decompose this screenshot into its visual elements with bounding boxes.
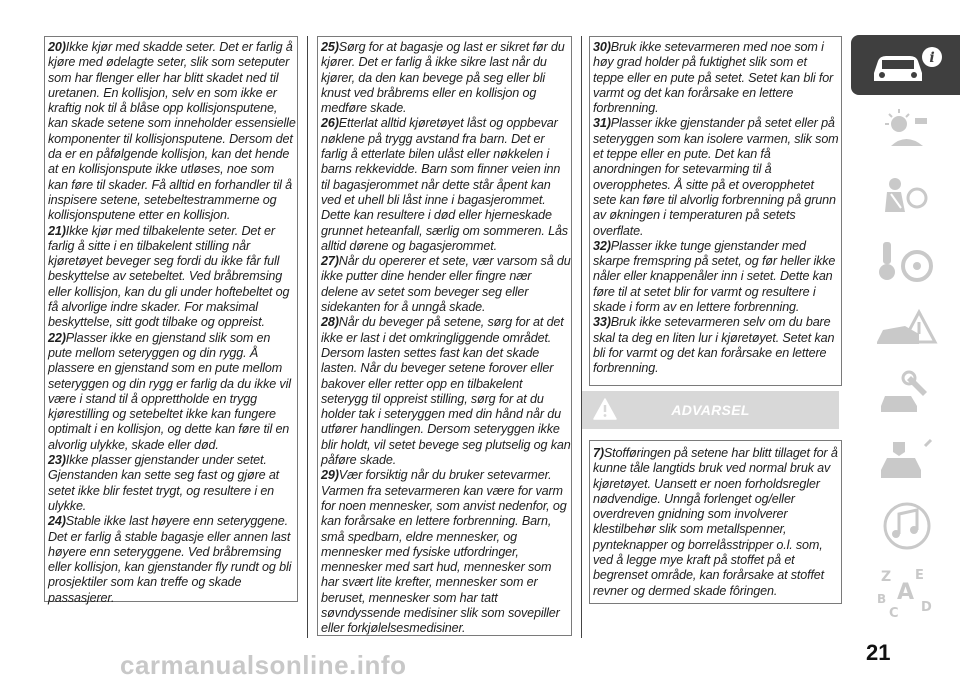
tile-wrench-car[interactable] (851, 365, 960, 425)
seat-airbag-icon (871, 172, 941, 222)
tile-multimedia[interactable] (851, 497, 960, 557)
note-text: Vær forsiktig når du bruker setevarmer. Varmen fra setevarmeren kan være for varm for noen mennesker, som anvist nedenfor, og kan forårsake en lettere forbrenning. Barn, små spedbarn, eldre mennesker, og mennesker med fysiske utfordringer, mennesker med sart hud, mennesker som har svært lite krefter, mennesker som er beruset, mennesker som har tatt søvndyssende medisiner slik som sovepiller eller forkjølelsesmedisiner. (321, 468, 567, 636)
column-2-text (321, 40, 571, 637)
page-number: 21 (866, 640, 891, 665)
note-paragraph (48, 453, 296, 514)
note-text: Ikke kjør med skadde seter. Det er farlig å kjøre med ødelagte seter, slik som seteputer som har flenger eller har blitt skadet ned til uretanen. En kollisjon, selv en som ikke er kraftig nok til å blåse opp kollisjonsputene, kan skade setene som inneholder essensielle komponenter til kollisjonsputene. Dersom det da er en påfølgende kollisjon, kan det hende at en kollisjonspute ikke utløses, noe som kan føre til skader. Få alltid en forhandler til å inspisere setene, setebeltestrammerne og kollisjonsputene etter en kollisjon. (48, 40, 296, 223)
note-number: 7) (593, 446, 604, 460)
note-number: 32) (593, 238, 611, 253)
note-text: Ikke kjør med tilbakelente seter. Det er farlig å sitte i en tilbakelent stilling når kjøretøyet beveger seg fordi du ikke får full beskyttelse av setebeltet. Ved bråbremsing eller kollisjon, kan du gli under hoftebeltet og få alvorlige indre skader. For maksimal beskyttelse, sitt godt tilbake og oppreist. (48, 223, 290, 330)
note-paragraph (48, 331, 296, 453)
tile-dashboard-lights[interactable] (851, 101, 960, 161)
tile-car-info[interactable] (851, 35, 960, 95)
note-text: Stable ikke last høyere enn seteryggene. Det er farlig å stable bagasje eller annen last høyere enn seteryggene. Ved bråbremsing eller kollisjon, kan gjenstander fly rundt og bli prosjektiler som kan treffe og skade passasjerer. (48, 514, 292, 605)
divider-line-1 (307, 36, 308, 638)
dashboard-lights-icon (871, 106, 941, 156)
note-text: Bruk ikke setevarmeren selv om du bare skal ta deg en liten lur i kjøretøyet. Setet kan bli for varmt og det kan forårsake en lettere forbrenning. (593, 315, 835, 376)
note-number: 21) (48, 223, 66, 238)
warning-header (582, 391, 839, 429)
svg-text:D: D (920, 600, 932, 615)
note-paragraph (593, 446, 840, 599)
wrench-car-icon (871, 370, 941, 420)
note-paragraph (321, 315, 571, 468)
svg-text:Z: Z (880, 569, 891, 585)
column-1-text (48, 40, 296, 606)
note-number: 33) (593, 315, 611, 330)
note-number: 23) (48, 453, 66, 468)
note-paragraph (593, 116, 840, 238)
alphabet-index-icon (871, 565, 941, 621)
note-text: Stofføringen på setene har blitt tillaget for å kunne tåle langtids bruk ved normal bruk av kjøretøyet. Uansett er noen forholdsregler nødvendige. Unngå forlenget og/eller overdreven gnidning som involverer klestilbehør slik som metallspenner, pynteknapper og borrelåsstripper o.l. som, ved å legge mye kraft på stoffet på et begrenset område, kan forårsake at stoffet revner og dermed skade fôringen. (593, 446, 838, 598)
note-number: 24) (48, 514, 66, 529)
tile-data-car[interactable] (851, 431, 960, 491)
svg-text:i: i (928, 50, 935, 66)
note-text: Plasser ikke gjenstander på setet eller på seteryggen som kan isolere varmen, slik som et teppe eller en pute. Det kan få anordningen for setevarming til å overopphetes. Å sitte på et overopphetet sete kan føre til alvorlig forbrenning på grunn av økningen i temperaturen på setets overflate. (593, 116, 839, 238)
svg-text:C: C (888, 606, 899, 621)
note-paragraph (48, 40, 296, 224)
multimedia-icon (871, 500, 941, 554)
note-text: Når du opererer et sete, vær varsom så du ikke putter dine hender eller fingre nær delene av setet som beveger seg eller sidekanten for å unngå skade. (321, 254, 571, 315)
key-steering-icon (871, 236, 941, 290)
data-car-icon (871, 436, 941, 486)
car-info-icon (866, 43, 946, 87)
svg-text:E: E (914, 568, 924, 583)
note-number: 20) (48, 40, 66, 54)
note-text: Sørg for at bagasje og last er sikret før du kjører. Det er farlig å ikke sikre last når du kjører, da den kan bevege på seg eller bli knust ved bråbrems eller en kollisjon og medføre skade. (321, 40, 565, 116)
note-paragraph (593, 239, 840, 315)
note-text: Bruk ikke setevarmeren med noe som i høy grad holder på fuktighet slik som et teppe eller en pute på setet. Setet kan bli for varmt og det kan forårsake en lettere forbrenning. (593, 40, 834, 116)
warning-triangle-car-icon (871, 304, 941, 354)
column-3-text (593, 40, 840, 377)
note-paragraph (321, 40, 571, 116)
svg-text:B: B (876, 592, 886, 606)
note-text: Etterlat alltid kjøretøyet låst og oppbevar nøklene på trygg avstand fra barn. Det er farlig å etterlate bilen ulåst eller nøkkelen i barns rekkevidde. Barn som finner veien inn til bagasjerommet når dette står åpent kan ved et uhell bli låst inne i bagasjerommet. Dette kan resultere i død eller hjerneskade grunnet heteanfall, særlig om sommeren. Lås alltid dørene og bagasjerommet. (321, 116, 568, 253)
note-number: 25) (321, 40, 339, 54)
note-number: 22) (48, 330, 66, 345)
tile-warning-car[interactable] (851, 299, 960, 359)
tile-key-steering[interactable] (851, 233, 960, 293)
tile-seat-airbag[interactable] (851, 167, 960, 227)
note-number: 26) (321, 116, 339, 131)
note-number: 28) (321, 315, 339, 330)
warning-text (593, 446, 840, 599)
watermark: carmanualsonline.info (120, 650, 407, 680)
note-text: Når du beveger på setene, sørg for at det ikke er last i det omkringliggende området. Dersom lasten settes fast kan det skade lasten. Når du beveger setene forover eller bakover eller retter opp en tilbakelent seterygg til oppreist stilling, sørg for at du holder tak i seteryggen med din hånd når du utfører handlingen. Dersom seteryggen ikke blir holdt, vil setet bevege seg plutselig og kan påføre skade. (321, 315, 571, 468)
tile-alphabet-index[interactable] (851, 563, 960, 623)
note-paragraph (593, 40, 840, 116)
note-text: Plasser ikke en gjenstand slik som en pute mellom seteryggen og din rygg. Å plassere en gjenstand som en pute mellom seteryggen og din rygg er farlig da du ikke vil være i stand til å opprettholde en trygg kjørestilling og setebeltet ikke kan fungere optimalt i en kollisjon, og dette kan føre til en alvorlig ulykke, skade eller død. (48, 330, 291, 452)
divider-line-2 (581, 36, 582, 638)
note-text: Ikke plasser gjenstander under setet. Gjenstanden kan sette seg fast og gjøre at setet ikke blir festet trygt, og resultere i en ulykke. (48, 453, 280, 513)
chapter-sidebar (851, 35, 960, 635)
warning-title: ADVARSEL (671, 402, 750, 418)
note-number: 27) (321, 254, 339, 269)
note-paragraph (321, 254, 571, 315)
svg-text:A: A (896, 580, 914, 605)
note-number: 30) (593, 40, 611, 54)
note-paragraph (321, 468, 571, 636)
note-number: 29) (321, 468, 339, 483)
note-text: Plasser ikke tunge gjenstander med skarpe fremspring på setet, og før heller ikke nåler eller knappenåler inn i setet. Dette kan føre til at setet blir for varmt og resultere i skade i form av en lettere forbrenning. (593, 238, 836, 315)
note-paragraph (593, 315, 840, 376)
note-number: 31) (593, 116, 611, 131)
note-paragraph (48, 514, 296, 606)
note-paragraph (321, 116, 571, 254)
note-paragraph (48, 224, 296, 331)
